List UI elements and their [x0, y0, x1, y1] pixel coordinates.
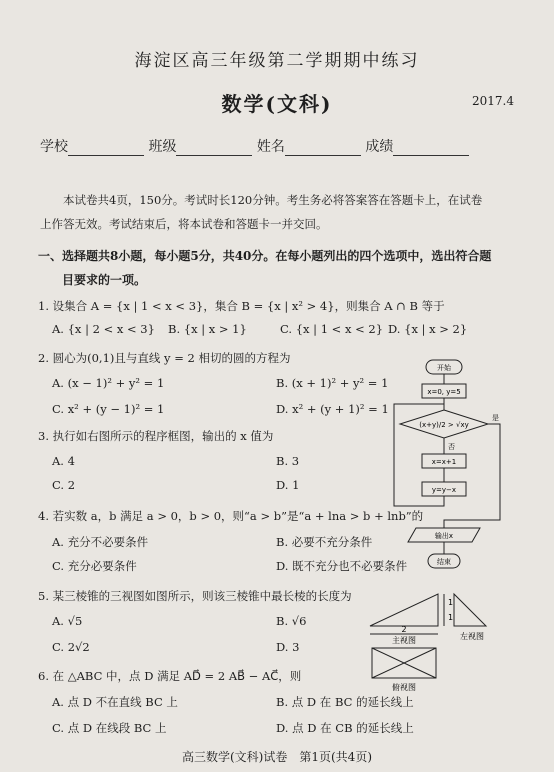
question-6-option-a: A. 点 D 不在直线 BC 上 — [52, 695, 178, 709]
flow-no-label: 否 — [448, 443, 455, 451]
question-6-option-b: B. 点 D 在 BC 的延长线上 — [276, 695, 414, 709]
question-4-stem: 4. 若实数 a，b 满足 a > 0，b > 0，则“a > b”是“a + lna > b + lnb”的 — [38, 509, 424, 523]
flow-condition-text: (x+y)/2 > √xy — [419, 421, 469, 429]
question-5-option-d: D. 3 — [276, 640, 300, 654]
question-6-stem: 6. 在 △ABC 中，点 D 满足 AD⃗ = 2 AB⃗ − AC⃗，则 — [38, 669, 302, 683]
front-view-shape — [370, 594, 438, 626]
school-blank[interactable] — [68, 141, 144, 156]
side-view-shape — [454, 594, 486, 626]
side-view-label: 左视图 — [460, 632, 484, 641]
dim-height-label-1: 1 — [448, 598, 454, 607]
question-1-option-c: C. {x | 1 < x < 2} — [280, 322, 384, 336]
intro-text — [40, 188, 500, 236]
class-blank[interactable] — [176, 141, 252, 156]
flow-yes-label: 是 — [492, 414, 499, 422]
question-3-option-d: D. 1 — [276, 478, 300, 492]
flow-step1-text: x=x+1 — [431, 458, 457, 466]
flow-end-text: 结束 — [437, 558, 451, 566]
flow-step2-text: y=y−x — [431, 486, 457, 494]
school-label: 学校 — [40, 139, 68, 155]
question-4-option-a: A. 充分不必要条件 — [52, 535, 149, 549]
question-1-option-d: D. {x | x > 2} — [388, 322, 468, 336]
question-3-option-c: C. 2 — [52, 478, 76, 492]
top-view-label: 俯视图 — [392, 683, 416, 692]
question-6-option-c: C. 点 D 在线段 BC 上 — [52, 721, 167, 735]
intro-line-2: 上作答无效。考试结束后，将本试卷和答题卡一并交回。 — [40, 217, 328, 231]
program-flowchart — [388, 358, 506, 576]
question-1-option-a: A. {x | 2 < x < 3} — [52, 322, 155, 336]
question-2-option-c: C. x² + (y − 1)² = 1 — [52, 402, 165, 416]
question-5-option-c: C. 2√2 — [52, 640, 90, 654]
front-view-label: 主视图 — [392, 636, 416, 645]
info-fields — [40, 136, 469, 156]
class-label: 班级 — [148, 139, 177, 155]
question-4-option-c: C. 充分必要条件 — [52, 559, 137, 573]
section-heading — [38, 244, 498, 292]
three-views-diagram — [364, 588, 498, 698]
question-2-stem: 2. 圆心为(0,1)且与直线 y = 2 相切的圆的方程为 — [38, 351, 291, 365]
subject-title: 数学(文科) — [221, 92, 333, 116]
question-2-option-b: B. (x + 1)² + y² = 1 — [276, 376, 389, 390]
question-1-option-b: B. {x | x > 1} — [168, 322, 247, 336]
intro-line-1: 本试卷共4页，150分。考试时长120分钟。考生务必将答案答在答题卡上，在试卷 — [63, 193, 483, 207]
question-3-stem: 3. 执行如右图所示的程序框图，输出的 x 值为 — [38, 429, 274, 443]
name-blank[interactable] — [285, 141, 361, 156]
question-5-option-a: A. √5 — [52, 614, 83, 628]
name-label: 姓名 — [256, 139, 285, 155]
question-3-option-a: A. 4 — [52, 454, 75, 468]
question-6-option-d: D. 点 D 在 CB 的延长线上 — [276, 721, 414, 735]
question-4-option-b: B. 必要不充分条件 — [276, 535, 373, 549]
score-label: 成绩 — [365, 139, 394, 155]
flow-start-text: 开始 — [437, 364, 451, 372]
dim-height-label-2: 1 — [448, 613, 454, 622]
question-1-stem: 1. 设集合 A = {x | 1 < x < 3}，集合 B = {x | x² > 4}，则集合 A ∩ B 等于 — [38, 299, 445, 313]
section-line-1: 一、选择题共8小题，每小题5分，共40分。在每小题列出的四个选项中，选出符合题 — [38, 249, 492, 263]
question-2-option-d: D. x² + (y + 1)² = 1 — [276, 402, 389, 416]
question-3-option-b: B. 3 — [276, 454, 300, 468]
score-blank[interactable] — [393, 141, 469, 156]
question-4-option-d: D. 既不充分也不必要条件 — [276, 559, 408, 573]
question-5-option-b: B. √6 — [276, 614, 307, 628]
section-line-2: 目要求的一项。 — [62, 273, 147, 287]
exam-date: 2017.4 — [472, 94, 514, 108]
exam-title: 海淀区高三年级第二学期期中练习 — [134, 51, 420, 71]
question-2-option-a: A. (x − 1)² + y² = 1 — [52, 376, 165, 390]
question-5-stem: 5. 某三棱锥的三视图如图所示，则该三棱锥中最长棱的长度为 — [38, 589, 352, 603]
flow-output-text: 输出x — [434, 532, 454, 540]
flow-init-text: x=0, y=5 — [427, 388, 461, 396]
dim-width-label: 2 — [401, 625, 407, 634]
page-footer: 高三数学(文科)试卷 第1页(共4页) — [182, 750, 372, 764]
